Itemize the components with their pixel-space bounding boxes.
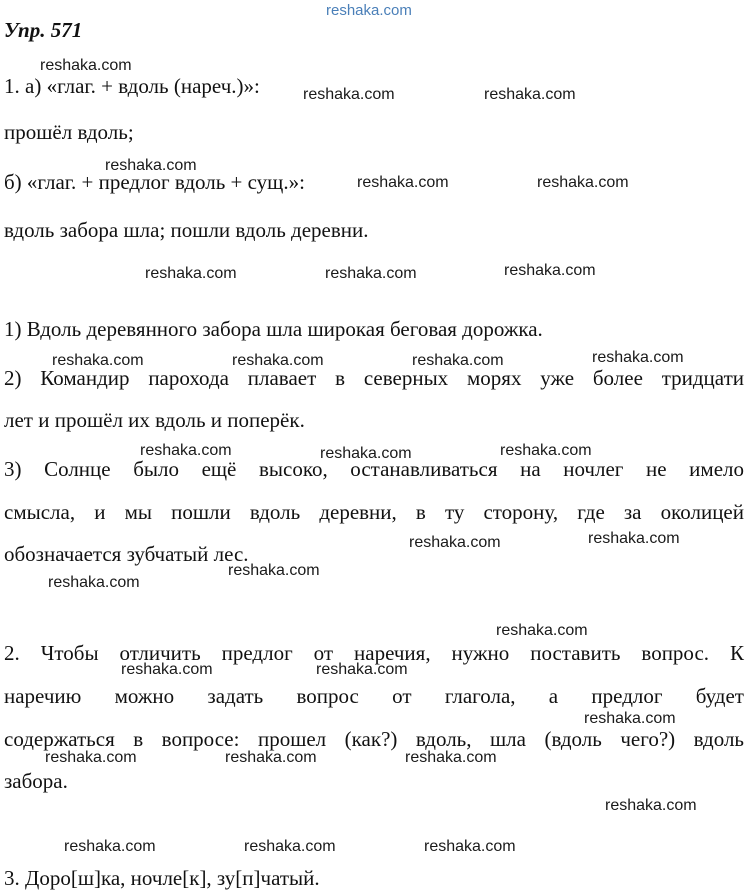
watermark: reshaka.com xyxy=(325,265,417,282)
watermark: reshaka.com xyxy=(140,442,232,459)
watermark: reshaka.com xyxy=(500,442,592,459)
watermark: reshaka.com xyxy=(48,574,140,591)
watermark: reshaka.com xyxy=(592,349,684,366)
watermark: reshaka.com xyxy=(316,661,408,678)
watermark: reshaka.com xyxy=(412,352,504,369)
watermark: reshaka.com xyxy=(484,86,576,103)
watermark: reshaka.com xyxy=(504,262,596,279)
sentence-3-line-1: 3) Солнце было ещё высоко, останавливаться на ночлег не имело xyxy=(4,457,744,481)
sentence-3-line-2: смысла, и мы пошли вдоль деревни, в ту сторону, где за околицей xyxy=(4,500,744,524)
watermark: reshaka.com xyxy=(121,661,213,678)
watermark: reshaka.com xyxy=(584,710,676,727)
watermark: reshaka.com xyxy=(405,749,497,766)
watermark: reshaka.com xyxy=(326,2,412,19)
watermark: reshaka.com xyxy=(357,174,449,191)
watermark: reshaka.com xyxy=(45,749,137,766)
answer-2-line-4: забора. xyxy=(4,769,68,793)
watermark: reshaka.com xyxy=(605,797,697,814)
watermark: reshaka.com xyxy=(303,86,395,103)
watermark: reshaka.com xyxy=(588,530,680,547)
watermark: reshaka.com xyxy=(244,838,336,855)
watermark: reshaka.com xyxy=(145,265,237,282)
watermark: reshaka.com xyxy=(64,838,156,855)
watermark: reshaka.com xyxy=(225,749,317,766)
exercise-title: Упр. 571 xyxy=(4,18,83,42)
sentence-2-line-2: лет и прошёл их вдоль и поперёк. xyxy=(4,408,305,432)
watermark: reshaka.com xyxy=(496,622,588,639)
watermark: reshaka.com xyxy=(228,562,320,579)
watermark: reshaka.com xyxy=(320,445,412,462)
answer-1a-label: 1. а) «глаг. + вдоль (нареч.)»: xyxy=(4,74,260,98)
sentence-3-line-3: обозначается зубчатый лес. xyxy=(4,542,249,566)
watermark: reshaka.com xyxy=(40,57,132,74)
watermark: reshaka.com xyxy=(424,838,516,855)
answer-1b-example: вдоль забора шла; пошли вдоль деревни. xyxy=(4,218,369,242)
answer-1a-example: прошёл вдоль; xyxy=(4,120,134,144)
answer-2-line-1: 2. Чтобы отличить предлог от наречия, нужно поставить вопрос. К xyxy=(4,641,744,665)
watermark: reshaka.com xyxy=(537,174,629,191)
answer-2-line-3: содержаться в вопросе: прошел (как?) вдоль, шла (вдоль чего?) вдоль xyxy=(4,727,744,751)
answer-3: 3. Доро[ш]ка, ночле[к], зу[п]чатый. xyxy=(4,866,320,890)
watermark: reshaka.com xyxy=(232,352,324,369)
answer-2-line-2: наречию можно задать вопрос от глагола, а предлог будет xyxy=(4,684,744,708)
watermark: reshaka.com xyxy=(52,352,144,369)
sentence-2-line-1: 2) Командир парохода плавает в северных морях уже более тридцати xyxy=(4,366,744,390)
watermark: reshaka.com xyxy=(409,534,501,551)
watermark: reshaka.com xyxy=(105,157,197,174)
answer-1b-label: б) «глаг. + предлог вдоль + сущ.»: xyxy=(4,170,305,194)
sentence-1: 1) Вдоль деревянного забора шла широкая беговая дорожка. xyxy=(4,317,543,341)
